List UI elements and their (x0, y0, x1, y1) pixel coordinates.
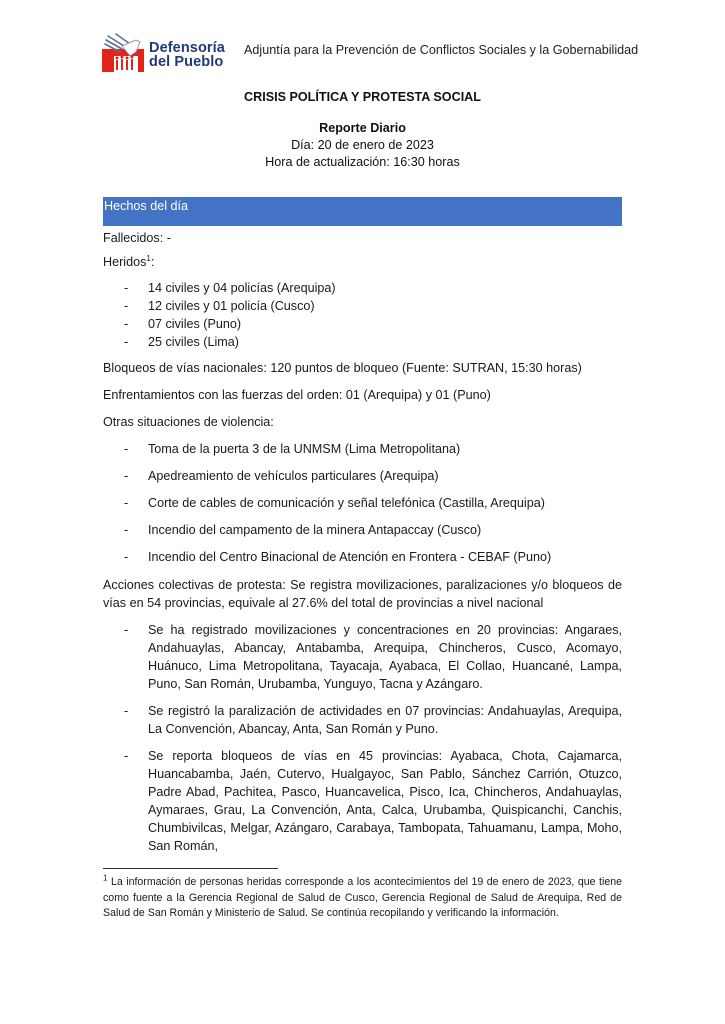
logo-line-2: del Pueblo (149, 54, 224, 70)
logo-line-1: Defensoría (149, 40, 225, 56)
list-item (124, 521, 622, 539)
list-item-text: Se registró la paralización de actividades en 07 provincias: Andahuaylas, Arequipa, La Convención, Abancay, Anta, San Román y Puno. (148, 704, 622, 736)
list-item (124, 279, 622, 297)
list-item-text: 14 civiles y 04 policías (Arequipa) (148, 281, 336, 295)
list-item-text: Apedreamiento de vehículos particulares (Arequipa) (148, 469, 439, 483)
dash-bullet-icon: - (124, 749, 129, 763)
list-item (124, 297, 622, 315)
section-header-label: Hechos del día (104, 199, 189, 213)
dash-bullet-icon: - (124, 523, 129, 537)
otras-violencia-label: Otras situaciones de violencia: (103, 415, 274, 429)
section-header-hechos (103, 197, 622, 226)
heridos-colon: : (150, 255, 155, 269)
dash-bullet-icon: - (124, 317, 129, 331)
document-title: CRISIS POLÍTICA Y PROTESTA SOCIAL (244, 90, 481, 104)
dash-bullet-icon: - (124, 281, 129, 295)
heridos-label-text: Heridos (103, 255, 147, 269)
fallecidos-line: Fallecidos: - (103, 231, 171, 245)
list-item (124, 467, 622, 485)
list-item-text: Incendio del Centro Binacional de Atención en Frontera - CEBAF (Puno) (148, 550, 552, 564)
list-item (124, 702, 622, 738)
logo-wordmark (149, 41, 225, 69)
page-header (102, 30, 642, 74)
dash-bullet-icon: - (124, 335, 129, 349)
dash-bullet-icon: - (124, 496, 129, 510)
report-date: Día: 20 de enero de 2023 (291, 138, 434, 152)
organization-name: Adjuntía para la Prevención de Conflictos Sociales y la Gobernabilidad (244, 43, 639, 57)
list-item-text: 25 civiles (Lima) (148, 335, 239, 349)
report-update-time: Hora de actualización: 16:30 horas (265, 155, 460, 169)
footnote-text: La información de personas heridas corresponde a los acontecimientos del 19 de enero de 2023, que tiene como fuente a la Gerencia Regional de Salud de Cusco, Gerencia Regional de Salud de Arequipa, Red de Salud de San Román y Ministerio de Salud. Se continúa recopilando y verificando la información. (103, 876, 622, 919)
list-item (124, 440, 622, 458)
list-item-text: Se ha registrado movilizaciones y concentraciones en 20 provincias: Angaraes, Andahuaylas, Abancay, Antabamba, Arequipa, Chincheros, Cusco, Acomayo, Huánuco, Lima Metropolitana, Tayacaja, Ayabaca, El Collao, Huancané, Lampa, Puno, San Román, Urubamba, Yunguyo, Tacna y Azángaro. (148, 623, 622, 691)
footnote-divider (103, 868, 278, 869)
list-item (124, 494, 622, 512)
list-item (124, 315, 622, 333)
list-item (124, 333, 622, 351)
enfrentamientos-line: Enfrentamientos con las fuerzas del orden: 01 (Arequipa) y 01 (Puno) (103, 388, 491, 402)
report-type: Reporte Diario (319, 121, 406, 135)
acciones-intro: Acciones colectivas de protesta: Se registra movilizaciones, paralizaciones y/o bloqueos de vías en 54 provincias, equivale al 27.6% del total de provincias a nivel nacional (103, 578, 622, 610)
dash-bullet-icon: - (124, 442, 129, 456)
hand-crowd-logo-icon (102, 32, 146, 72)
list-item-text: 12 civiles y 01 policía (Cusco) (148, 299, 315, 313)
list-item (124, 548, 622, 566)
dash-bullet-icon: - (124, 550, 129, 564)
list-item-text: Toma de la puerta 3 de la UNMSM (Lima Metropolitana) (148, 442, 461, 456)
dash-bullet-icon: - (124, 623, 129, 637)
list-item (124, 621, 622, 693)
footnote (103, 875, 622, 922)
heridos-label (103, 253, 622, 271)
bloqueos-line: Bloqueos de vías nacionales: 120 puntos de bloqueo (Fuente: SUTRAN, 15:30 horas) (103, 361, 582, 375)
report-info (0, 120, 725, 171)
dash-bullet-icon: - (124, 704, 129, 718)
list-item-text: Corte de cables de comunicación y señal telefónica (Castilla, Arequipa) (148, 496, 545, 510)
footnote-number: 1 (103, 873, 108, 883)
list-item-text: Se reporta bloqueos de vías en 45 provincias: Ayabaca, Chota, Cajamarca, Huancabamba, Jaén, Cutervo, Hualgayoc, San Pablo, Sánchez Carrión, Otuzco, Padre Abad, Pachitea, Pasco, Huancavelica, Pisco, Ica, Chincheros, Andahuaylas, Aymaraes, Grau, La Convención, Anta, Calca, Urubamba, Quispicanchi, Canchis, Chumbivilcas, Melgar, Azángaro, Carabaya, Tambopata, Tahuamanu, Lampa, Moho, San Román, (148, 749, 622, 853)
defensoria-logo (102, 30, 225, 74)
footnote-ref[interactable]: 1 (146, 253, 151, 263)
list-item (124, 747, 622, 855)
dash-bullet-icon: - (124, 469, 129, 483)
list-item-text: 07 civiles (Puno) (148, 317, 242, 331)
dash-bullet-icon: - (124, 299, 129, 313)
list-item-text: Incendio del campamento de la minera Antapaccay (Cusco) (148, 523, 482, 537)
